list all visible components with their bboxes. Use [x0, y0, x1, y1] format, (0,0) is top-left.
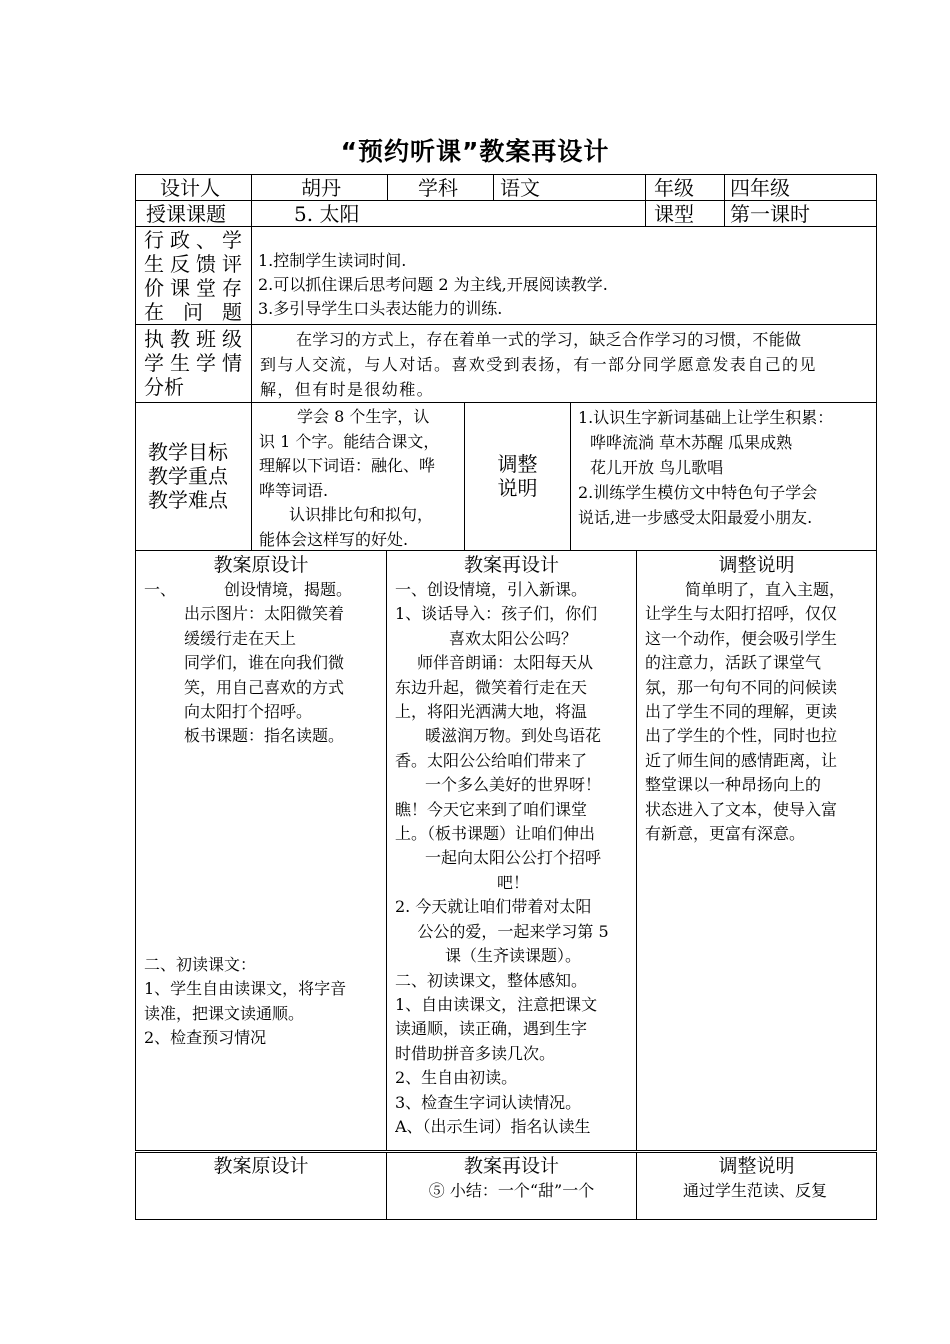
header-original-2: 教案原设计	[213, 1155, 309, 1177]
subject-label: 学科	[418, 176, 458, 200]
designer-label: 设计人	[160, 176, 220, 200]
subject-value: 语文	[500, 176, 540, 200]
topic-label: 授课课题	[146, 202, 226, 226]
header-notes-2: 调整说明	[718, 1155, 795, 1177]
header-redesign-2: 教案再设计	[463, 1155, 559, 1177]
list-item: 1.控制学生读词时间.	[258, 251, 407, 270]
original-design-text: 一、 创设情境，揭题。 出示图片：太阳微笑着 缓缓行走在天上 同学们，谁在向我们微 笑，用自己喜欢的方式 向太阳打个招呼。 板书课题：指名读题。	[144, 580, 353, 746]
lesson-type-label: 课型	[654, 202, 694, 226]
original-design-text-2: 二、初读课文： 1、学生自由读课文，将字音 读准，把课文读通顺。 2、检查预习情况	[144, 955, 347, 1048]
list-item: 3.多引导学生口头表达能力的训练.	[258, 299, 503, 318]
grade-value: 四年级	[730, 176, 790, 200]
adjust-label: 调整 说明	[497, 452, 538, 500]
header-redesign: 教案再设计	[463, 554, 559, 576]
redesign-continued: ⑤ 小结：一个“甜”一个	[428, 1181, 595, 1200]
list-item: 2.可以抓住课后思考问题 2 为主线,开展阅读教学.	[258, 275, 608, 294]
header-notes: 调整说明	[718, 554, 795, 576]
notes-continued: 通过学生范读、反复	[683, 1181, 828, 1200]
analysis-label: 执教班级 学生学情 分析	[144, 327, 244, 399]
topic-value: 5. 太阳	[294, 202, 360, 226]
goals-right-text: 1.认识生字新词基础上让学生积累： 哗哗流淌 草木苏醒 瓜果成熟 花儿开放 鸟儿歌唱 2.训练学生模仿文中特色句子学会 说话,进一步感受太阳最爱小朋友.	[578, 408, 834, 527]
feedback-label: 行政、学 生反馈评 价课堂存 在问题	[144, 228, 244, 324]
feedback-list	[258, 249, 868, 321]
grade-label: 年级	[654, 176, 694, 200]
lesson-type-value: 第一课时	[730, 202, 810, 226]
redesign-text: 一、创设情境，引入新课。 1、谈话导入：孩子们，你们 喜欢太阳公公吗？ 师伴音朗诵：太阳每天从 东边升起，微笑着行走在天 上，将阳光洒满大地，将温 暖滋润万物。到处鸟语花 香。太阳公公给咱们带来了 一个多么美好的世界呀！ 瞧！今天它来到了咱们课堂 上。（板书课题）让咱们伸出 一起向太阳公公打个招呼 吧！ 2. 今天就让咱们带着对太阳 公公的爱，一起来学习第 5 课（生齐读课题）。 二、初读课文，整体感知。 1、自由读课文，注意把课文 读通顺，读正确，遇到生字 时借助拼音多读几次。 2、生自由初读。 3、检查生字词认读情况。 A、（出示生词）指名认读生	[395, 580, 609, 1136]
designer-value: 胡丹	[301, 176, 341, 200]
notes-text: 简单明了，直入主题， 让学生与太阳打招呼，仅仅 这一个动作，便会吸引学生 的注意力，活跃了课堂气 氛，那一句句不同的问候读 出了学生不同的理解，更读 出了学生的个性，同时也拉 近了师生间的感情距离，让 整堂课以一种昂扬向上的 状态进入了文本，使导入富 有新意，更富有深意。	[645, 580, 846, 844]
page-title: “预约听课”教案再设计	[340, 137, 610, 166]
analysis-text: 在学习的方式上，存在着单一式的学习，缺乏合作学习的习惯，不能做 到与人交流，与人对话。喜欢受到表扬，有一部分同学愿意发表自己的见 解，但有时是很幼稚。	[260, 330, 817, 399]
header-original: 教案原设计	[213, 554, 309, 576]
goals-left-text: 学会 8 个生字，认 识 1 个字。能结合课文， 理解以下词语：融化、哗 哗等词语. 认识排比句和拟句， 能体会这样写的好处.	[259, 407, 440, 549]
goals-label: 教学目标 教学重点 教学难点	[148, 440, 228, 512]
